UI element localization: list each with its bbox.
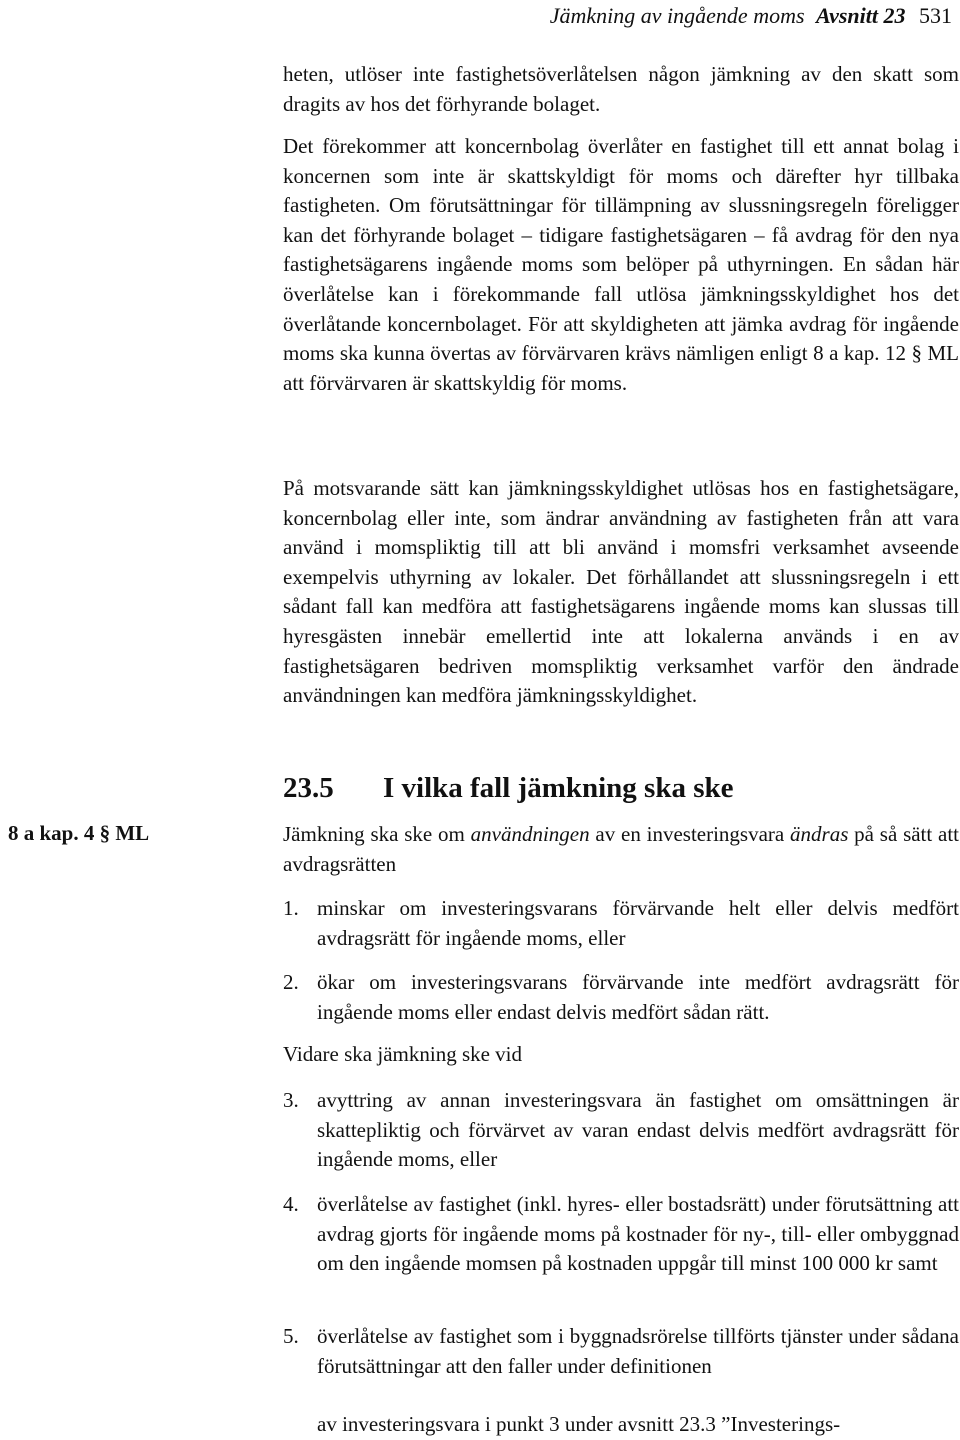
list-item-number: 1. — [283, 896, 299, 920]
intro-emphasis-2: ändras — [790, 822, 849, 846]
list-item — [283, 1322, 959, 1381]
running-header — [550, 2, 952, 30]
list-item-number: 5. — [283, 1324, 299, 1348]
header-section: Avsnitt 23 — [816, 3, 906, 28]
margin-reference: 8 a kap. 4 § ML — [8, 821, 150, 845]
list-item-text: minskar om investeringsvarans förvärvande helt eller delvis medfört avdragsrätt för ingående moms, eller — [317, 896, 959, 950]
list-item-number: 3. — [283, 1088, 299, 1112]
list-item-text: ökar om investeringsvarans förvärvande inte medfört avdragsrätt för ingående moms eller endast delvis medfört sådan rätt. — [317, 970, 959, 1024]
intro-text-3: på så sätt att avdragsrätten — [283, 822, 960, 876]
list-item-text: överlåtelse av fastighet som i byggnadsrörelse tillförts tjänster under sådana förutsättningar att den faller under definitionen — [317, 1324, 959, 1378]
section-number: 23.5 — [283, 772, 334, 804]
list-item-number: 4. — [283, 1192, 299, 1216]
page-number: 531 — [919, 3, 952, 28]
paragraph-block-2 — [283, 132, 959, 398]
list-continuation-text: av investeringsvara i punkt 3 under avsnitt 23.3 ”Investerings- — [317, 1412, 841, 1436]
list-item-text: överlåtelse av fastighet (inkl. hyres- eller bostadsrätt) under förutsättning att avdrag gjorts för ingående moms på kostnader för ny-, till- eller ombyggnad om den ingående momsen på kostnaden uppgår till minst 100 000 kr samt — [317, 1192, 959, 1276]
list-item — [283, 894, 959, 953]
paragraph-1: heten, utlöser inte fastighetsöverlåtelsen någon jämkning av den skatt som dragits av hos det förhyrande bolaget. — [283, 62, 959, 116]
intro-text-2: av en investeringsvara — [589, 822, 791, 846]
list-item — [283, 968, 959, 1027]
section-intro — [283, 820, 959, 879]
list-continuation — [283, 1410, 959, 1440]
list-item-number: 2. — [283, 970, 299, 994]
paragraph-continuation — [283, 60, 959, 119]
paragraph-3: På motsvarande sätt kan jämkningsskyldighet utlösas hos en fastighetsägare, koncernbolag eller inte, som ändrar användning av fastigheten från att vara använd i momspliktig till att bli använd i momsfri verksamhet avseende exempelvis uthyrning av lokaler. Det förhållandet att slussningsregeln i ett sådant fall kan medföra att fastighetsägarens ingående moms kan slussas till hyresgästen innebär emellertid inte att lokalerna används i en av fastighetsägaren bedriven momspliktig verksamhet varför den ändrade användningen kan medföra jämkningsskyldighet. — [283, 476, 959, 708]
paragraph-block-3 — [283, 474, 959, 711]
intro-paragraph — [283, 820, 959, 879]
paragraph-2: Det förekommer att koncernbolag överlåter en fastighet till ett annat bolag i koncernen som inte är skattskyldigt för moms och därefter hyr tillbaka fastigheten. Om förutsättningar för tillämpning av slussningsregeln föreligger kan det förhyrande bolaget – tidigare fastighetsägaren – få avdrag för den nya fastighetsägarens ingående moms som belöper på uthyrningen. En sådan här överlåtelse kan i förekommande fall utlösa jämkningsskyldighet hos det överlåtande koncernbolaget. För att skyldigheten att jämka avdrag för ingående moms ska kunna övertas av förvärvaren krävs nämligen enligt 8 a kap. 12 § ML att förvärvaren är skattskyldig för moms. — [283, 134, 959, 395]
section-heading — [283, 770, 959, 806]
header-title: Jämkning av ingående moms — [549, 3, 805, 28]
intro-emphasis-1: användningen — [470, 822, 590, 846]
list-item-text: avyttring av annan investeringsvara än fastighet om omsättningen är skattepliktig och förvärvet av varan endast delvis medfört avdragsrätt för ingående moms, eller — [317, 1088, 959, 1172]
section-title: I vilka fall jämkning ska ske — [383, 772, 734, 804]
vidare-text: Vidare ska jämkning ske vid — [283, 1042, 523, 1066]
list-item — [283, 1086, 959, 1175]
intro-text-1: Jämkning ska ske om — [283, 822, 471, 846]
list-item — [283, 1190, 959, 1279]
vidare-line — [283, 1040, 959, 1070]
